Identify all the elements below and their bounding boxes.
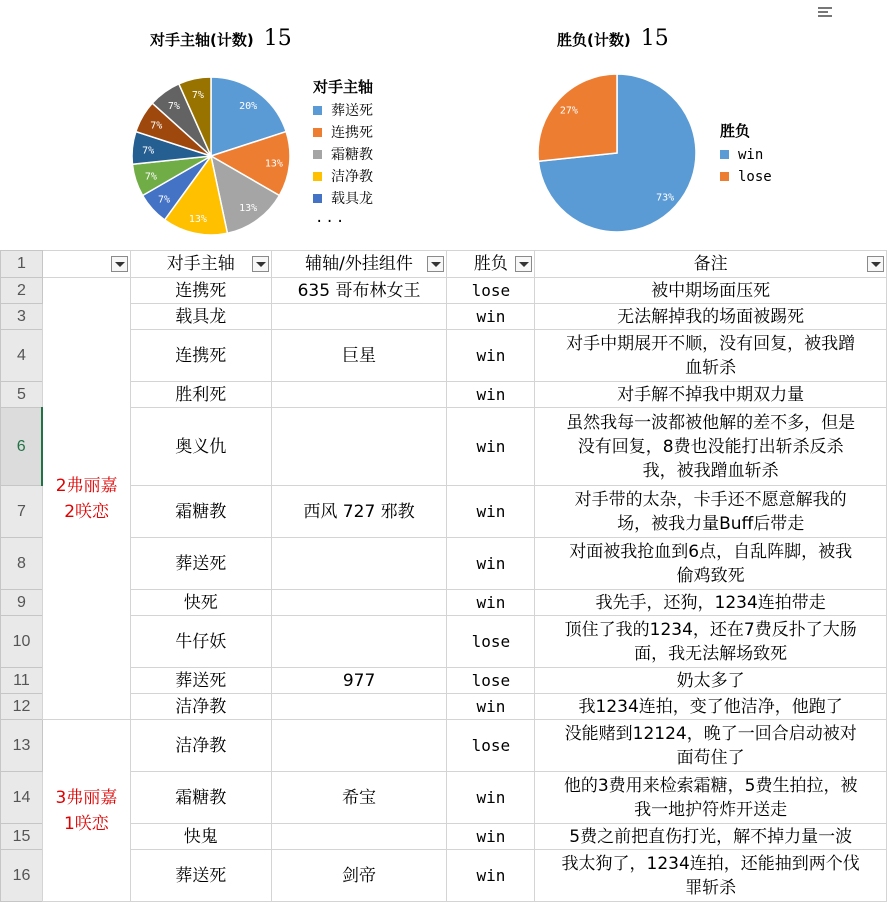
row-number[interactable]: 9 [1,590,43,616]
sub-component-cell[interactable] [271,616,447,668]
sub-component-cell[interactable] [271,538,447,590]
sub-component-cell[interactable]: 西风 727 邪教 [271,486,447,538]
note-line: 罪斩杀 [685,877,737,898]
left-chart-count: 15 [263,26,292,51]
legend-swatch [313,128,322,137]
note-line: 被中期场面压死 [651,280,771,301]
opponent-cell[interactable]: 霜糖教 [130,486,271,538]
note-line: 虽然我每一波都被他解的差不多，但是 [566,412,856,433]
group-label-line2: 2咲恋 [64,501,110,522]
menu-icon[interactable] [816,4,834,20]
pie-chart-opponent[interactable] [126,71,296,241]
legend-swatch [313,106,322,115]
note-line: 面，我无法解场致死 [634,643,788,664]
note-line: 我一地护符炸开送走 [634,799,788,820]
pie-data-label: 13% [188,213,207,225]
note-line: 对手带的太杂，卡手还不愿意解我的 [574,489,847,510]
legend-more-indicator[interactable]: ... [315,210,347,226]
right-chart-title [557,26,669,51]
legend-label: lose [738,169,772,185]
table-row [1,720,887,772]
opponent-cell[interactable]: 洁净教 [130,720,271,772]
result-cell[interactable]: win [447,590,535,616]
table-row [1,538,887,590]
note-line: 没能赌到12124，晚了一回合启动被对 [564,723,857,744]
table-row [1,486,887,538]
row-number[interactable]: 3 [1,304,43,330]
pie-slice[interactable] [538,74,617,161]
table-row [1,382,887,408]
column-header-label: 胜负 [473,254,508,274]
sub-component-cell[interactable] [271,382,447,408]
sub-component-cell[interactable] [271,304,447,330]
result-cell[interactable]: win [447,772,535,824]
sub-component-cell[interactable]: 635 哥布林女王 [271,278,447,304]
result-cell[interactable]: lose [447,616,535,668]
note-line: 奶太多了 [676,670,745,691]
table-row [1,824,887,850]
note-line: 他的3费用来检索霜糖，5费生拍拉，被 [563,775,858,796]
result-cell[interactable]: win [447,382,535,408]
row-number[interactable]: 15 [1,824,43,850]
left-legend-item[interactable] [313,188,373,210]
row-number[interactable]: 16 [1,850,43,902]
table-row [1,694,887,720]
right-legend-item[interactable] [720,166,772,188]
right-chart-title-text: 胜负(计数) [557,31,631,49]
legend-swatch [720,172,729,181]
opponent-cell[interactable]: 快鬼 [130,824,271,850]
left-legend [313,76,373,226]
legend-swatch [313,194,322,203]
note-line: 没有回复，8费也没能打出斩杀反杀 [577,436,844,457]
row-number[interactable]: 4 [1,330,43,382]
note-cell[interactable] [535,330,887,382]
note-cell[interactable] [535,486,887,538]
sub-component-cell[interactable] [271,824,447,850]
note-cell[interactable] [535,590,887,616]
result-cell[interactable]: win [447,538,535,590]
table-row [1,408,887,486]
note-line: 对面被我抢血到6点，自乱阵脚，被我 [569,541,853,562]
filter-dropdown-icon[interactable] [111,256,128,272]
left-legend-item[interactable] [313,100,373,122]
row-number[interactable]: 10 [1,616,43,668]
pie-data-label: 7% [144,171,157,183]
right-legend-title: 胜负 [720,122,751,140]
left-legend-title: 对手主轴 [313,78,374,96]
note-line: 面苟住了 [676,747,745,768]
row-number[interactable]: 13 [1,720,43,772]
note-line: 我先手，还狗，1234连拍带走 [595,592,826,613]
result-cell[interactable]: win [447,850,535,902]
note-cell[interactable] [535,668,887,694]
note-cell[interactable] [535,382,887,408]
table-row [1,772,887,824]
filter-dropdown-icon[interactable] [867,256,884,272]
note-line: 无法解掉我的场面被踢死 [617,306,805,327]
legend-swatch [313,172,322,181]
sub-component-cell[interactable] [271,720,447,772]
left-legend-item[interactable] [313,144,373,166]
group-label-line1: 3弗丽嘉 [55,787,118,808]
sub-component-cell[interactable] [271,590,447,616]
column-header-label: 对手主轴 [166,254,235,274]
left-chart-title [150,26,292,51]
note-cell[interactable] [535,304,887,330]
opponent-cell[interactable]: 快死 [130,590,271,616]
column-header-group [42,251,130,278]
result-cell[interactable]: lose [447,720,535,772]
note-line: 我太狗了，1234连拍，还能抽到两个伐 [561,853,860,874]
pie-data-label: 7% [150,120,163,132]
note-line: 对手解不掉我中期双力量 [617,384,805,405]
table-row [1,668,887,694]
legend-label: win [738,147,764,163]
note-cell[interactable] [535,772,887,824]
row-number[interactable]: 1 [1,251,43,278]
pie-data-label: 7% [191,90,204,102]
spreadsheet-grid[interactable] [0,250,887,902]
note-cell[interactable] [535,850,887,902]
left-chart-title-text: 对手主轴(计数) [150,31,254,49]
result-cell[interactable]: win [447,486,535,538]
table-row [1,590,887,616]
legend-label: 连携死 [331,125,373,141]
group-label-line1: 2弗丽嘉 [55,475,118,496]
opponent-cell[interactable]: 载具龙 [130,304,271,330]
result-cell[interactable]: win [447,330,535,382]
legend-swatch [313,150,322,159]
table-row [1,616,887,668]
opponent-cell[interactable]: 霜糖教 [130,772,271,824]
opponent-cell[interactable]: 连携死 [130,278,271,304]
pie-data-label: 73% [656,192,675,204]
chart-area [0,0,887,250]
result-cell[interactable]: win [447,304,535,330]
header-row [1,251,887,278]
opponent-cell[interactable]: 连携死 [130,330,271,382]
sub-component-cell[interactable]: 剑帝 [271,850,447,902]
opponent-cell[interactable]: 牛仔妖 [130,616,271,668]
pie-chart-result[interactable] [532,68,702,238]
table-row [1,278,887,304]
group-label-line2: 1咲恋 [63,813,109,834]
legend-swatch [720,150,729,159]
note-line: 我，被我蹭血斩杀 [642,460,779,481]
group-cell[interactable] [42,278,130,720]
result-cell[interactable]: win [447,694,535,720]
note-cell[interactable] [535,824,887,850]
pie-data-label: 20% [239,100,258,112]
row-number[interactable]: 2 [1,278,43,304]
left-legend-item[interactable] [313,166,373,188]
sub-component-cell[interactable]: 巨星 [271,330,447,382]
legend-label: 葬送死 [331,103,373,119]
column-header-result [447,251,535,278]
opponent-cell[interactable]: 胜利死 [130,382,271,408]
left-legend-item[interactable] [313,122,373,144]
legend-label: 载具龙 [331,191,373,207]
pie-data-label: 13% [239,203,258,215]
result-cell[interactable]: win [447,824,535,850]
pie-data-label: 27% [559,105,578,117]
opponent-cell[interactable]: 葬送死 [130,850,271,902]
row-number[interactable]: 12 [1,694,43,720]
sub-component-cell[interactable]: 希宝 [271,772,447,824]
note-cell[interactable] [535,538,887,590]
note-line: 我1234连拍，变了他洁净，他跑了 [578,696,843,717]
row-number[interactable]: 11 [1,668,43,694]
row-number[interactable]: 5 [1,382,43,408]
right-chart-count: 15 [640,26,669,51]
group-cell[interactable] [42,720,130,902]
note-cell[interactable] [535,694,887,720]
filter-dropdown-icon[interactable] [427,256,444,272]
row-number[interactable]: 7 [1,486,43,538]
legend-label: 霜糖教 [331,147,373,163]
table-row [1,304,887,330]
row-number[interactable]: 8 [1,538,43,590]
result-cell[interactable]: lose [447,278,535,304]
pie-data-label: 13% [264,158,283,170]
opponent-cell[interactable]: 葬送死 [130,668,271,694]
column-header-opponent [130,251,271,278]
note-cell[interactable] [535,408,887,486]
column-header-sub [271,251,447,278]
note-line: 对手中期展开不顺，没有回复，被我蹭 [566,333,856,354]
note-line: 偷鸡致死 [676,565,745,586]
sub-component-cell[interactable]: 977 [271,668,447,694]
pie-data-label: 7% [167,100,180,112]
table-row [1,330,887,382]
result-cell[interactable]: lose [447,668,535,694]
right-legend-item[interactable] [720,144,772,166]
note-cell[interactable] [535,278,887,304]
note-line: 5费之前把直伤打光，解不掉力量一波 [569,826,853,847]
column-header-label: 备注 [693,254,728,274]
pie-data-label: 7% [158,194,171,206]
column-header-note [535,251,887,278]
sub-component-cell[interactable] [271,694,447,720]
note-cell[interactable] [535,720,887,772]
note-line: 顶住了我的1234，还在7费反扑了大肠 [564,619,857,640]
opponent-cell[interactable]: 奥义仇 [130,408,271,486]
sub-component-cell[interactable] [271,408,447,486]
note-line: 血斩杀 [685,357,737,378]
filter-dropdown-icon[interactable] [515,256,532,272]
pie-data-label: 7% [142,145,155,157]
legend-label: 洁净教 [331,169,373,185]
opponent-cell[interactable]: 葬送死 [130,538,271,590]
right-legend [720,120,772,188]
note-cell[interactable] [535,616,887,668]
row-number[interactable]: 6 [1,408,43,486]
note-line: 场，被我力量Buff后带走 [617,513,805,534]
table-row [1,850,887,902]
opponent-cell[interactable]: 洁净教 [130,694,271,720]
result-cell[interactable]: win [447,408,535,486]
row-number[interactable]: 14 [1,772,43,824]
filter-dropdown-icon[interactable] [252,256,269,272]
column-header-label: 辅轴/外挂组件 [305,254,413,274]
